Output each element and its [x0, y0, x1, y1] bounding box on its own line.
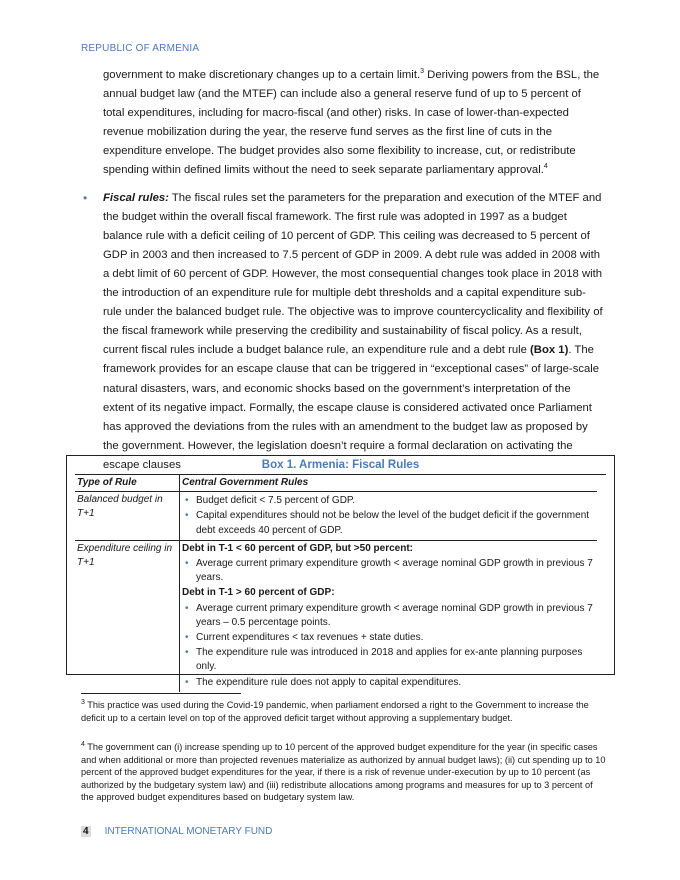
column-header: Central Government Rules [180, 475, 598, 492]
footnote-number: 4 [81, 740, 85, 748]
footnote-separator [81, 693, 241, 694]
text: government to make discretionary changes up to a certain limit. [103, 69, 421, 81]
footnote-text: The government can (i) increase spending up to 10 percent of the approved budget expenditure for the year (in specific cases and when additional or more than projected revenues materialize as authorized by annual budget laws); (ii) cut spending up to 10 percent of the approved budget expenditures for the year, if there is a risk of revenue under-execution by up to 10 percent (as authorized by the budgetary system law) and (iii) redistribute allocations among programs and measures for up to 3 percent of the approved budget expenditures based on budgetary system law. [81, 742, 606, 803]
rule-type: Balanced budget in T+1 [75, 492, 180, 541]
table-row [75, 492, 597, 541]
footnote-ref-3[interactable]: 3 [420, 68, 425, 76]
text: . The framework provides for an escape clause that can be triggered in “exceptional cases” of large-scale natural disasters, wars, and economic shocks based on the government’s interpretation of the extent of its negative impact. Formally, the escape clause is considered activated once Parliament has approved the deviations from the rules with an amendment to the budget law as proposed by the government. However, the legislation doesn’t require a formal declaration on activating the escape clauses [103, 344, 600, 471]
footnote-ref-4[interactable]: 4 [543, 163, 548, 171]
list-item: • Current expenditures < tax revenues + state duties. [182, 631, 595, 645]
body-text [83, 66, 603, 475]
text: The fiscal rules set the parameters for the preparation and execution of the MTEF and the budget within the overall fiscal framework. The first rule was adopted in 1997 as a budget balance rule with a deficit ceiling of 10 percent of GDP. This ceiling was decreased to 5 percent of GDP in 2003 and then increased to 7.5 percent of GDP in 2009. A debt rule was added in 2008 with a debt limit of 60 percent of GDP. However, the most consequential changes took place in 2018 with the introduction of an expenditure rule for multiple debt thresholds and a capital expenditure sub-rule under the balanced budget rule. The objective was to improve countercyclicality and flexibility of the fiscal framework while preserving the credibility and sustainability of fiscal policy. As a result, current fiscal rules include a budget balance rule, an expenditure rule and a debt rule [103, 191, 603, 357]
footnote-number: 3 [81, 698, 85, 706]
running-header: REPUBLIC OF ARMENIA [81, 43, 200, 54]
bullet-icon: • [83, 190, 88, 205]
box-title: Box 1. Armenia: Fiscal Rules [75, 456, 606, 475]
table-header-row [75, 475, 597, 492]
box-reference[interactable]: (Box 1) [530, 344, 569, 357]
column-header: Type of Rule [75, 475, 180, 492]
paragraph-fiscal-rules [83, 189, 603, 475]
running-footer [81, 826, 272, 837]
list-item: • Budget deficit < 7.5 percent of GDP. [182, 494, 595, 508]
fiscal-rules-table [75, 475, 597, 692]
rule-details [180, 492, 598, 541]
list-item: • Average current primary expenditure growth < average nominal GDP growth in previous 7 years – 0.5 percentage points. [182, 602, 595, 630]
subheading: Debt in T-1 < 60 percent of GDP, but >50 percent: [182, 542, 413, 554]
lead-in: Fiscal rules: [103, 191, 169, 204]
paragraph-budget-flexibility [103, 66, 603, 181]
list-item: • Average current primary expenditure growth < average nominal GDP growth in previous 7 years. [182, 557, 595, 585]
list-item: • The expenditure rule was introduced in 2018 and applies for ex-ante planning purposes only. [182, 646, 595, 674]
page-number: 4 [83, 826, 89, 837]
list-item: • Capital expenditures should not be below the level of the budget deficit if the government debt exceeds 40 percent of GDP. [182, 509, 595, 537]
subheading: Debt in T-1 > 60 percent of GDP: [182, 587, 335, 599]
footnote-3 [81, 699, 606, 724]
rule-details [180, 540, 598, 692]
text: Deriving powers from the BSL, the annual budget law (and the MTEF) can include also a general reserve fund of up to 5 percent of total expenditures, including for macro-fiscal (and other) risks. In case of lower-than-expected revenue mobilization during the year, the reserve fund serves as the first line of cuts in the expenditure envelope. The budget provides also some flexibility to increase, cut, or redistribute spending within defined limits without the need to seek separate parliamentary approval. [103, 69, 600, 177]
rule-type: Expenditure ceiling in T+1 [75, 540, 180, 692]
box-fiscal-rules [66, 455, 615, 688]
footer-org: INTERNATIONAL MONETARY FUND [104, 826, 273, 837]
footnote-text: This practice was used during the Covid-19 pandemic, when parliament endorsed a right to the Government to increase the deficit up to a certain level on top of the approved deficit target without approving a supplementary budget. [81, 700, 589, 723]
list-item: • The expenditure rule does not apply to capital expenditures. [182, 676, 595, 690]
footnote-4 [81, 741, 606, 804]
table-row [75, 540, 597, 692]
